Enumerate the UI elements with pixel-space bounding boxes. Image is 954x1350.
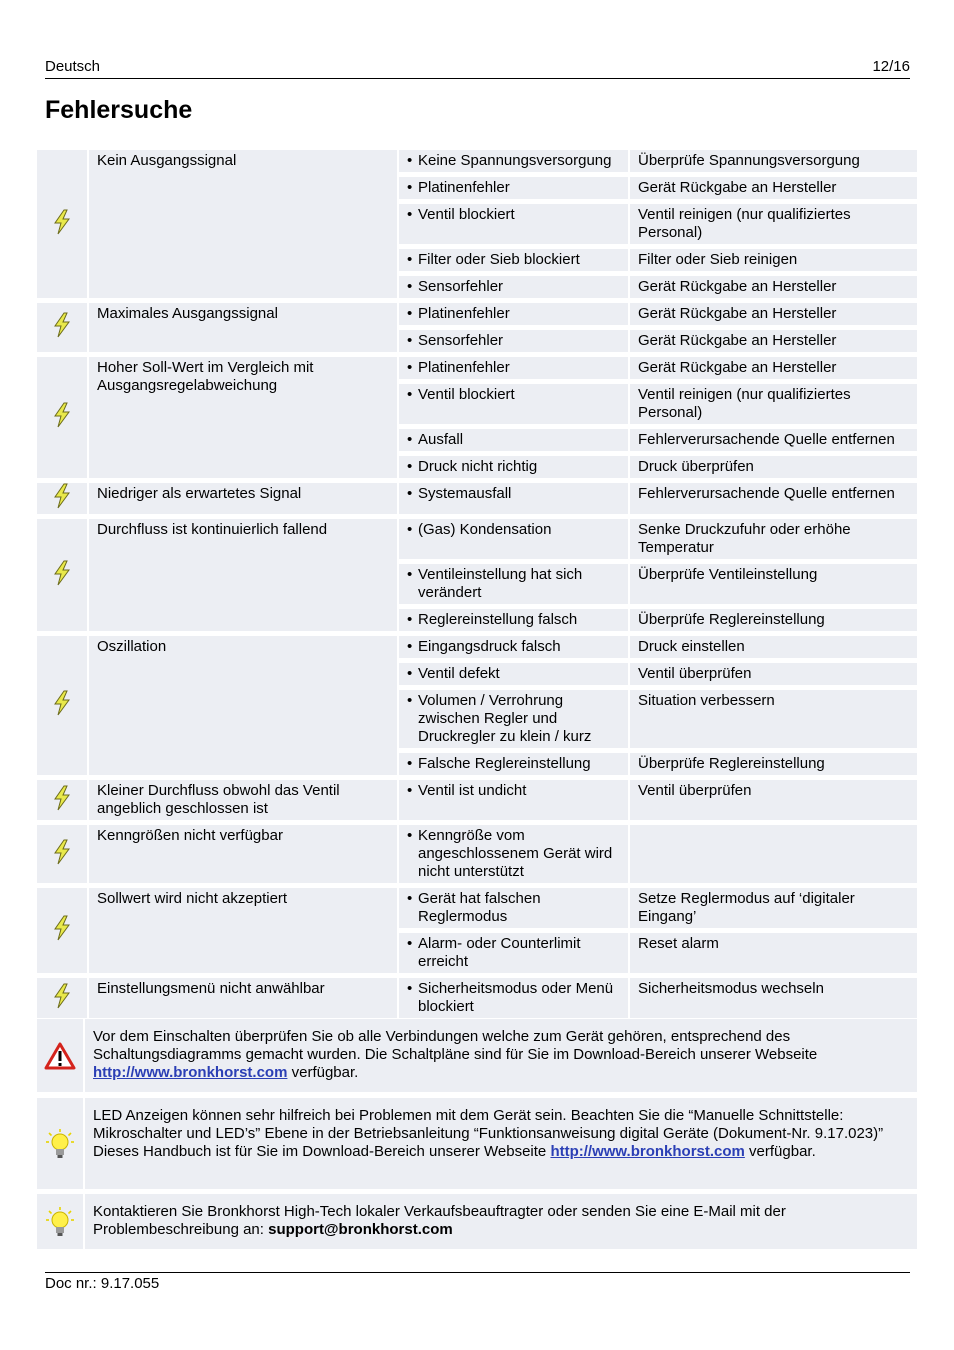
cause-text: Platinenfehler <box>418 359 510 376</box>
cause-cell: • (Gas) Kondensation <box>399 519 630 564</box>
action-cell: Sicherheitsmodus wechseln <box>630 978 917 1023</box>
action-cell: Gerät Rückgabe an Hersteller <box>630 276 917 303</box>
action-cell: Setze Reglermodus auf ‘digitaler Eingang’ <box>630 888 917 933</box>
cause-cell: • Ventileinstellung hat sich verändert <box>399 564 630 609</box>
action-cell: Senke Druckzufuhr oder erhöhe Temperatur <box>630 519 917 564</box>
led-tip-note <box>37 1098 917 1189</box>
table-row <box>37 825 917 888</box>
cause-text: Ventil blockiert <box>418 206 515 223</box>
action-cell: Fehlerverursachende Quelle entfernen <box>630 429 917 456</box>
cause-cell: • Ventil blockiert <box>399 384 630 429</box>
cause-text: Volumen / Verrohrung zwischen Regler und Druckregler zu klein / kurz <box>418 692 592 745</box>
lightbulb-icon <box>37 1098 85 1189</box>
page-title: Fehlersuche <box>45 96 193 124</box>
action-cell <box>630 825 917 888</box>
symptom-cell: Durchfluss ist kontinuierlich fallend <box>89 519 399 636</box>
table-row <box>37 519 917 564</box>
symptom-cell: Maximales Ausgangssignal <box>89 303 399 357</box>
cause-cell: • Ventil blockiert <box>399 204 630 249</box>
symptom-cell: Oszillation <box>89 636 399 780</box>
cause-text: (Gas) Kondensation <box>418 521 552 538</box>
cause-cell: • Falsche Reglereinstellung <box>399 753 630 780</box>
cause-text: Ventileinstellung hat sich verändert <box>418 566 583 601</box>
cause-cell: • Sensorfehler <box>399 276 630 303</box>
lightning-icon <box>37 483 89 519</box>
cause-text: Reglereinstellung falsch <box>418 611 578 628</box>
table-row <box>37 303 917 330</box>
cause-text: Gerät hat falschen Reglermodus <box>418 890 541 925</box>
action-cell: Filter oder Sieb reinigen <box>630 249 917 276</box>
website-link[interactable]: http://www.bronkhorst.com <box>550 1143 745 1160</box>
action-cell: Ventil überprüfen <box>630 780 917 825</box>
symptom-cell: Einstellungsmenü nicht anwählbar <box>89 978 399 1023</box>
cause-cell: • Filter oder Sieb blockiert <box>399 249 630 276</box>
cause-text: Platinenfehler <box>418 305 510 322</box>
header-language: Deutsch <box>45 58 101 75</box>
page-header <box>45 58 910 79</box>
action-cell: Überprüfe Reglereinstellung <box>630 753 917 780</box>
cause-cell: • Platinenfehler <box>399 177 630 204</box>
contact-tip-text: Kontaktieren Sie Bronkhorst High-Tech lokaler Verkaufsbeauftragter oder senden Sie eine E-Mail mit der Problembeschreibung an: support@bronkhorst.com <box>93 1203 786 1238</box>
action-cell: Ventil reinigen (nur qualifiziertes Personal) <box>630 204 917 249</box>
action-cell: Gerät Rückgabe an Hersteller <box>630 303 917 330</box>
action-cell: Druck überprüfen <box>630 456 917 483</box>
support-email: support@bronkhorst.com <box>268 1221 453 1238</box>
action-cell: Ventil reinigen (nur qualifiziertes Personal) <box>630 384 917 429</box>
table-row <box>37 357 917 384</box>
action-cell: Gerät Rückgabe an Hersteller <box>630 177 917 204</box>
symptom-cell: Kleiner Durchfluss obwohl das Ventil angeblich geschlossen ist <box>89 780 399 825</box>
action-cell: Fehlerverursachende Quelle entfernen <box>630 483 917 519</box>
symptom-cell: Kein Ausgangssignal <box>89 150 399 303</box>
cause-cell: • Eingangsdruck falsch <box>399 636 630 663</box>
cause-cell: • Platinenfehler <box>399 357 630 384</box>
cause-cell: • Volumen / Verrohrung zwischen Regler und Druckregler zu klein / kurz <box>399 690 630 753</box>
table-row <box>37 150 917 177</box>
lightning-icon <box>37 636 89 780</box>
cause-cell: • Reglereinstellung falsch <box>399 609 630 636</box>
cause-text: Keine Spannungsversorgung <box>418 152 612 169</box>
cause-text: Kenngröße vom angeschlossenem Gerät wird nicht unterstützt <box>418 827 613 880</box>
table-row <box>37 978 917 1023</box>
website-link[interactable]: http://www.bronkhorst.com <box>93 1064 288 1081</box>
action-cell: Überprüfe Ventileinstellung <box>630 564 917 609</box>
warning-triangle-icon <box>37 1019 85 1092</box>
cause-text: Platinenfehler <box>418 179 510 196</box>
table-row <box>37 483 917 519</box>
table-row <box>37 780 917 825</box>
lightbulb-icon <box>37 1194 85 1249</box>
cause-text: Alarm- oder Counterlimit erreicht <box>418 935 581 970</box>
lightning-icon <box>37 825 89 888</box>
page-footer <box>45 1272 910 1292</box>
lightning-icon <box>37 519 89 636</box>
led-tip-text: LED Anzeigen können sehr hilfreich bei Problemen mit dem Gerät sein. Beachten Sie die “Manuelle Schnittstelle: Mikroschalter und LED’s” Ebene in der Betriebsanleitung “Funktionsanweisung digital Geräte (Dokument-Nr. 9.17.023)” Dieses Handbuch ist für Sie im Download-Bereich unserer Webseite http://www.bronkhorst.com verfügbar. <box>93 1107 884 1160</box>
contact-tip-note <box>37 1194 917 1249</box>
cause-cell: • Ventil defekt <box>399 663 630 690</box>
footer-doc-number: Doc nr.: 9.17.055 <box>45 1275 160 1292</box>
cause-cell: • Alarm- oder Counterlimit erreicht <box>399 933 630 978</box>
action-cell: Situation verbessern <box>630 690 917 753</box>
symptom-cell: Hoher Soll-Wert im Vergleich mit Ausgangsregelabweichung <box>89 357 399 483</box>
cause-cell: • Kenngröße vom angeschlossenem Gerät wird nicht unterstützt <box>399 825 630 888</box>
cause-text: Sicherheitsmodus oder Menü blockiert <box>418 980 614 1015</box>
action-cell: Gerät Rückgabe an Hersteller <box>630 330 917 357</box>
cause-text: Ausfall <box>418 431 464 448</box>
table-row <box>37 888 917 933</box>
cause-cell: • Gerät hat falschen Reglermodus <box>399 888 630 933</box>
action-cell: Überprüfe Spannungsversorgung <box>630 150 917 177</box>
lightning-icon <box>37 303 89 357</box>
action-cell: Ventil überprüfen <box>630 663 917 690</box>
lightning-icon <box>37 780 89 825</box>
action-cell: Gerät Rückgabe an Hersteller <box>630 357 917 384</box>
lightning-icon <box>37 357 89 483</box>
cause-text: Ventil blockiert <box>418 386 515 403</box>
symptom-cell: Sollwert wird nicht akzeptiert <box>89 888 399 978</box>
cause-cell: • Druck nicht richtig <box>399 456 630 483</box>
cause-cell: • Ventil ist undicht <box>399 780 630 825</box>
cause-cell: • Sensorfehler <box>399 330 630 357</box>
cause-cell: • Keine Spannungsversorgung <box>399 150 630 177</box>
symptom-cell: Niedriger als erwartetes Signal <box>89 483 399 519</box>
cause-cell: • Sicherheitsmodus oder Menü blockiert <box>399 978 630 1023</box>
cause-text: Sensorfehler <box>418 278 504 295</box>
cause-text: Sensorfehler <box>418 332 504 349</box>
cause-cell: • Systemausfall <box>399 483 630 519</box>
cause-text: Ventil defekt <box>418 665 500 682</box>
action-cell: Reset alarm <box>630 933 917 978</box>
cause-text: Systemausfall <box>418 485 512 502</box>
cause-cell: • Platinenfehler <box>399 303 630 330</box>
action-cell: Druck einstellen <box>630 636 917 663</box>
lightning-icon <box>37 978 89 1023</box>
action-cell: Überprüfe Reglereinstellung <box>630 609 917 636</box>
warning-note <box>37 1019 917 1092</box>
lightning-icon <box>37 150 89 303</box>
troubleshooting-table <box>37 150 917 1023</box>
table-row <box>37 636 917 663</box>
cause-text: Eingangsdruck falsch <box>418 638 561 655</box>
cause-text: Falsche Reglereinstellung <box>418 755 591 772</box>
warning-note-text: Vor dem Einschalten überprüfen Sie ob alle Verbindungen welche zum Gerät gehören, entsprechend des Schaltungsdiagramms gemacht wurden. Die Schaltpläne sind für Sie im Download-Bereich unserer Webseite http://www.bronkhorst.com verfügbar. <box>93 1028 818 1081</box>
symptom-cell: Kenngrößen nicht verfügbar <box>89 825 399 888</box>
lightning-icon <box>37 888 89 978</box>
cause-cell: • Ausfall <box>399 429 630 456</box>
cause-text: Druck nicht richtig <box>418 458 538 475</box>
header-page-number: 12/16 <box>872 58 910 75</box>
cause-text: Filter oder Sieb blockiert <box>418 251 580 268</box>
cause-text: Ventil ist undicht <box>418 782 527 799</box>
